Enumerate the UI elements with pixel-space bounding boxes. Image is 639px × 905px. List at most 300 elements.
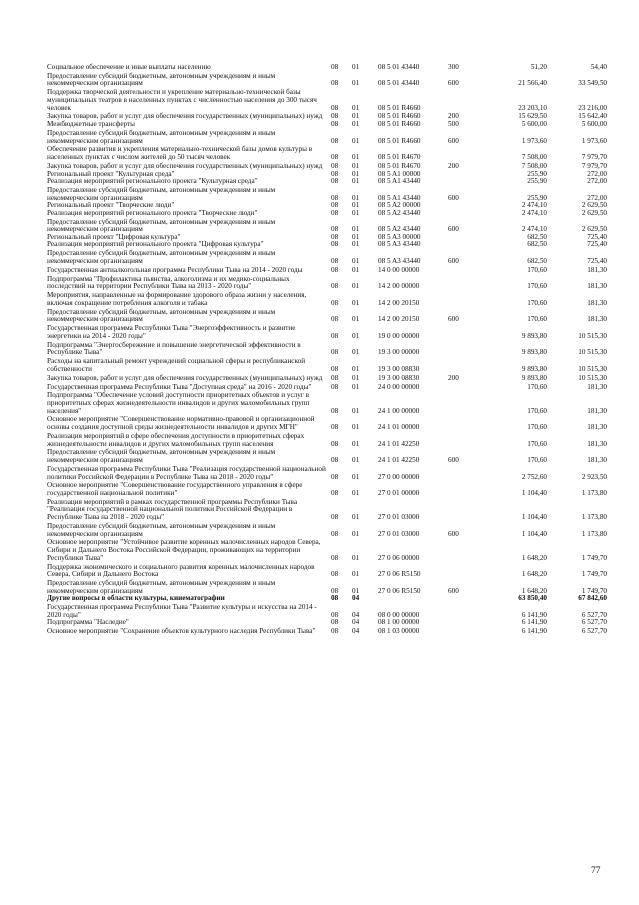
row-subsection: 01: [352, 282, 360, 291]
row-expense-type: [448, 391, 484, 415]
row-section: 08: [331, 489, 339, 497]
row-amount-2020: 181,30: [587, 423, 607, 432]
table-row: [47, 448, 607, 464]
table-row: [47, 382, 607, 391]
row-section: 08: [331, 315, 339, 324]
table-row: [47, 415, 607, 431]
table-row: [47, 357, 607, 373]
row-amount-2020: 725,40: [587, 232, 607, 241]
row-target-article: 08 5 A3 00000: [378, 232, 421, 241]
row-amount-2019: 9 893,80: [521, 364, 547, 373]
row-target-article: 08 5 01 R4670: [378, 161, 421, 170]
row-name: Государственная программа Республики Тыва "Энергоэффективность и развитие энергетики на 2014 - 2020 годы": [47, 324, 296, 340]
row-name: Основное мероприятие "Совершенствование государственного управления в сфере государственной национальной политики": [47, 481, 303, 497]
row-name: Региональный проект "Культурная среда": [47, 169, 175, 178]
row-subsection: 01: [352, 298, 360, 307]
row-expense-type: [448, 357, 484, 373]
row-amount-2019: 1 648,20: [521, 553, 547, 562]
row-amount-2020: 181,30: [587, 439, 607, 448]
row-amount-2020: 725,40: [587, 240, 607, 249]
row-subsection: 01: [352, 79, 360, 88]
row-expense-type: 300: [448, 63, 459, 71]
row-amount-2019: 255,90: [527, 193, 547, 202]
row-expense-type: [448, 291, 484, 307]
row-amount-2020: 67 842,60: [578, 594, 607, 603]
row-section: 08: [331, 618, 339, 627]
row-target-article: 08 5 A1 43440: [378, 177, 421, 186]
row-name: Предоставление субсидий бюджетным, автономным учреждениям и иным некоммерческим организациям: [47, 579, 276, 595]
row-amount-2019: 9 893,80: [521, 373, 547, 382]
table-row: [47, 340, 607, 356]
row-amount-2020: 1 749,70: [581, 586, 607, 595]
row-subsection: 01: [352, 153, 360, 162]
table-row: [47, 178, 607, 186]
row-name: Закупка товаров, работ и услуг для обеспечения государственных (муниципальных) нужд: [47, 112, 323, 121]
table-row: [47, 391, 607, 415]
row-target-article: 27 0 01 03000: [378, 529, 420, 538]
row-name: Основное мероприятие "Сохранение объектов культурного наследия Республики Тыва": [47, 627, 316, 636]
row-section: 08: [331, 177, 339, 186]
row-expense-type: [448, 274, 484, 290]
table-row: [47, 522, 607, 538]
row-name: Реализация мероприятий регионального проекта "Цифровая культура": [47, 240, 264, 249]
row-section: 08: [331, 256, 339, 265]
row-name: Предоставление субсидий бюджетным, автономным учреждениям и иным некоммерческим организациям: [47, 185, 276, 202]
row-amount-2019: 170,60: [527, 382, 547, 391]
row-amount-2020: 1 749,70: [581, 570, 607, 579]
row-name: Закупка товаров, работ и услуг для обеспечения государственных (муниципальных) нужд: [47, 373, 323, 382]
row-expense-type: [448, 382, 484, 391]
row-expense-type: [448, 603, 484, 619]
row-amount-2020: 6 527,70: [581, 627, 607, 636]
row-amount-2019: 170,60: [527, 282, 547, 291]
row-amount-2019: 170,60: [527, 265, 547, 274]
row-amount-2019: 5 600,00: [521, 120, 547, 129]
row-target-article: 19 3 00 08830: [378, 373, 420, 382]
row-target-article: 08 5 01 R4660: [378, 112, 421, 121]
row-section: 08: [331, 136, 339, 145]
row-name: Предоставление субсидий бюджетным, автономным учреждениям и иным некоммерческим организациям: [47, 307, 276, 324]
row-expense-type: 600: [448, 456, 459, 465]
row-amount-2020: 5 600,00: [581, 120, 607, 129]
row-section: 08: [331, 103, 339, 112]
row-target-article: 27 0 06 00000: [378, 553, 420, 562]
row-name: Региональный проект "Цифровая культура": [47, 232, 181, 241]
row-subsection: 04: [352, 610, 360, 619]
row-amount-2019: 255,90: [527, 177, 547, 186]
row-expense-type: [448, 234, 484, 242]
row-expense-type: [448, 241, 484, 249]
row-section: 08: [331, 553, 339, 562]
row-name: Обеспечение развития и укрепления материально-технической базы домов культуры в населенных пунктах с числом жителей до 50 тысяч человек: [47, 145, 313, 162]
row-name: Межбюджетные трансферты: [47, 120, 135, 129]
row-section: 08: [331, 161, 339, 170]
row-target-article: 27 0 01 00000: [378, 489, 420, 497]
row-amount-2019: 15 629,50: [518, 112, 547, 121]
row-target-article: 19 0 00 00000: [378, 331, 420, 340]
row-expense-type: [448, 415, 484, 431]
row-expense-type: [448, 324, 484, 340]
row-section: 08: [331, 240, 339, 249]
row-amount-2019: 1 648,20: [521, 570, 547, 579]
row-amount-2019: 170,60: [527, 298, 547, 307]
row-target-article: 08 1 03 00000: [378, 627, 420, 636]
row-section: 08: [331, 79, 339, 88]
table-row: [47, 72, 607, 88]
row-amount-2019: 682,50: [527, 256, 547, 265]
row-target-article: 27 0 00 00000: [378, 472, 420, 481]
row-subsection: 01: [352, 103, 360, 112]
row-name: Государственная антиалкогольная программа Республики Тыва на 2014 - 2020 годы: [47, 265, 303, 274]
row-name: Предоставление субсидий бюджетным, автономным учреждениям и иным некоммерческим организациям: [47, 128, 276, 145]
row-amount-2019: 63 850,40: [518, 594, 547, 603]
row-expense-type: [448, 498, 484, 522]
row-name: Государственная программа Республики Тыва "Доступная среда" на 2016 - 2020 годы": [47, 382, 312, 391]
row-expense-type: [448, 481, 484, 497]
row-expense-type: [448, 562, 484, 578]
row-section: 08: [331, 201, 339, 210]
table-row: [47, 274, 607, 290]
row-subsection: 04: [352, 618, 360, 627]
row-amount-2020: 7 979,70: [581, 161, 607, 170]
row-amount-2020: 6 527,70: [581, 610, 607, 619]
row-section: 08: [331, 193, 339, 202]
row-amount-2019: 51,20: [530, 63, 547, 71]
row-amount-2020: 1 749,70: [581, 553, 607, 562]
row-name: Подпрограмма "Профилактика пьянства, алкоголизма и их медико-социальных последствий на территории Республики Тыва на 2013 - 2020 годы": [47, 274, 290, 291]
row-amount-2020: 181,30: [587, 456, 607, 465]
row-target-article: 08 5 A2 43440: [378, 225, 421, 234]
row-expense-type: 500: [448, 120, 459, 129]
row-expense-type: 200: [448, 373, 459, 382]
row-section: 08: [331, 610, 339, 619]
row-subsection: 01: [352, 586, 360, 595]
row-expense-type: [448, 88, 484, 112]
row-name: Подпрограмма "Наследие": [47, 618, 129, 627]
row-amount-2020: 2 629,50: [581, 201, 607, 210]
table-row: [47, 307, 607, 323]
row-amount-2019: 2 752,60: [521, 472, 547, 481]
table-row: [47, 603, 607, 619]
row-amount-2020: 15 642,40: [578, 112, 607, 121]
row-subsection: 01: [352, 423, 360, 432]
row-expense-type: [448, 538, 484, 562]
row-section: 08: [331, 331, 339, 340]
row-expense-type: [448, 171, 484, 179]
row-expense-type: [448, 178, 484, 186]
row-amount-2020: 2 923,50: [581, 472, 607, 481]
row-target-article: 27 0 06 R5150: [378, 586, 421, 595]
row-amount-2019: 6 141,90: [521, 610, 547, 619]
row-amount-2019: 6 141,90: [521, 627, 547, 636]
row-target-article: 08 5 A2 00000: [378, 201, 421, 210]
row-target-article: 08 5 01 43440: [378, 79, 420, 88]
table-row: [47, 465, 607, 481]
table-row: [47, 324, 607, 340]
row-name: Предоставление субсидий бюджетным, автономным учреждениям и иным некоммерческим организациям: [47, 448, 276, 465]
row-section: 08: [331, 373, 339, 382]
row-section: 08: [331, 570, 339, 579]
row-section: 08: [331, 382, 339, 391]
row-amount-2019: 255,90: [527, 169, 547, 178]
table-row: [47, 595, 607, 603]
row-target-article: 24 1 01 42250: [378, 439, 420, 448]
row-name: Другие вопросы в области культуры, кинематографии: [47, 594, 225, 603]
table-body: [47, 64, 607, 636]
row-target-article: [378, 595, 448, 603]
row-section: 08: [331, 423, 339, 432]
row-section: 08: [331, 225, 339, 234]
row-amount-2019: 2 474,10: [521, 201, 547, 210]
row-amount-2020: 54,40: [590, 63, 607, 71]
row-section: 08: [331, 586, 339, 595]
row-subsection: 01: [352, 529, 360, 538]
row-name: Государственная программа Республики Тыва "Развитие культуры и искусства на 2014 - 2020 годы": [47, 603, 317, 619]
row-amount-2019: 2 474,10: [521, 208, 547, 217]
row-amount-2019: 1 973,60: [521, 136, 547, 145]
row-amount-2019: 1 104,40: [521, 489, 547, 497]
row-amount-2019: 170,60: [527, 423, 547, 432]
row-section: 08: [331, 282, 339, 291]
row-subsection: 01: [352, 456, 360, 465]
table-row: [47, 64, 607, 72]
row-amount-2019: 170,60: [527, 439, 547, 448]
row-name: Предоставление субсидий бюджетным, автономным учреждениям и иным некоммерческим организациям: [47, 249, 276, 265]
row-amount-2020: 1 173,80: [581, 529, 607, 538]
row-subsection: 01: [352, 193, 360, 202]
row-target-article: 27 0 06 R5150: [378, 570, 421, 579]
row-amount-2019: 21 566,40: [518, 79, 547, 88]
row-amount-2019: 9 893,80: [521, 331, 547, 340]
row-subsection: 01: [352, 364, 360, 373]
row-target-article: 08 5 01 R4660: [378, 103, 421, 112]
row-amount-2020: 1 173,80: [581, 489, 607, 497]
row-name: Подпрограмма "Энергосбережение и повышение энергетической эффективности в Республике Тыва": [47, 340, 301, 357]
row-amount-2019: 1 104,40: [521, 529, 547, 538]
row-name: Региональный проект "Творческие люди": [47, 201, 175, 210]
row-target-article: 08 5 A1 43440: [378, 193, 421, 202]
table-row: [47, 619, 607, 627]
row-amount-2020: 181,30: [587, 282, 607, 291]
row-amount-2020: 23 216,00: [578, 103, 607, 112]
row-section: 08: [331, 594, 339, 603]
row-subsection: 01: [352, 439, 360, 448]
row-name: Реализация мероприятий в рамках государственной программы Республики Тыва "Реализация государственной национальной политики Российской Федерации в Республике Тыва на 2018 - 2020 годы": [47, 497, 298, 522]
row-expense-type: 600: [448, 136, 459, 145]
row-amount-2020: 181,30: [587, 382, 607, 391]
row-name: Основное мероприятие "Совершенствование нормативно-правовой и организационной основы создания доступной среды жизнедеятельности инвалидов и других МГН": [47, 415, 315, 432]
row-expense-type: [448, 266, 484, 275]
row-subsection: 01: [352, 208, 360, 217]
row-subsection: 01: [352, 406, 360, 415]
row-target-article: 14 0 00 00000: [378, 265, 420, 274]
table-row: [47, 432, 607, 448]
row-subsection: 01: [352, 240, 360, 249]
row-subsection: 01: [352, 373, 360, 382]
row-name: Подпрограмма "Обеспечение условий доступности приоритетных объектов и услуг в приоритетных сферах жизнедеятельности инвалидов и других маломобильных групп населения": [47, 391, 310, 415]
row-target-article: 19 3 00 00000: [378, 348, 420, 357]
row-amount-2020: 181,30: [587, 406, 607, 415]
row-amount-2020: 33 549,50: [578, 79, 607, 88]
row-amount-2020: 7 979,70: [581, 153, 607, 162]
row-amount-2020: 10 515,30: [578, 373, 607, 382]
row-subsection: 01: [352, 232, 360, 241]
row-amount-2020: 181,30: [587, 315, 607, 324]
row-target-article: 08 5 01 R4660: [378, 136, 421, 145]
table-row: [47, 145, 607, 161]
row-subsection: 01: [352, 553, 360, 562]
row-name: Закупка товаров, работ и услуг для обеспечения государственных (муниципальных) нужд: [47, 161, 323, 170]
row-section: 08: [331, 169, 339, 178]
table-row: [47, 562, 607, 578]
row-amount-2019: 6 141,90: [521, 618, 547, 627]
row-target-article: 08 5 A2 43440: [378, 208, 421, 217]
row-subsection: 01: [352, 161, 360, 170]
row-name: Предоставление субсидий бюджетным, автономным учреждениям и иным некоммерческим организациям: [47, 217, 276, 234]
row-section: 08: [331, 472, 339, 481]
row-target-article: 27 0 01 03000: [378, 513, 420, 522]
row-subsection: 01: [352, 177, 360, 186]
row-section: 08: [331, 529, 339, 538]
row-subsection: 01: [352, 331, 360, 340]
row-subsection: 01: [352, 136, 360, 145]
row-subsection: 04: [352, 594, 360, 603]
table-row: [47, 210, 607, 218]
table-row: [47, 121, 607, 129]
row-subsection: 01: [352, 315, 360, 324]
row-expense-type: 600: [448, 193, 459, 202]
row-section: 08: [331, 120, 339, 129]
row-expense-type: [448, 432, 484, 448]
row-subsection: 01: [352, 201, 360, 210]
row-section: 08: [331, 627, 339, 636]
table-row: [47, 249, 607, 265]
row-name: Мероприятия, направленные на формирование здорового образа жизни у населения, включая сокращение потребления алкоголя и табака: [47, 291, 307, 307]
row-amount-2020: 272,00: [587, 193, 607, 202]
page-number: 77: [591, 866, 601, 876]
row-amount-2020: 1 173,80: [581, 513, 607, 522]
row-target-article: 08 5 01 R4660: [378, 120, 421, 129]
row-amount-2020: 10 515,30: [578, 348, 607, 357]
row-section: 08: [331, 112, 339, 121]
row-section: 08: [331, 439, 339, 448]
table-row: [47, 498, 607, 522]
row-expense-type: [448, 465, 484, 481]
row-name: Социальное обеспечение и иные выплаты населению: [47, 63, 211, 71]
row-amount-2020: 181,30: [587, 298, 607, 307]
row-subsection: 01: [352, 348, 360, 357]
row-target-article: 24 0 00 00000: [378, 382, 420, 391]
row-amount-2020: 272,00: [587, 169, 607, 178]
row-expense-type: [448, 145, 484, 161]
row-section: 08: [331, 513, 339, 522]
row-subsection: 01: [352, 63, 360, 71]
row-amount-2019: 170,60: [527, 456, 547, 465]
table-row: [47, 241, 607, 249]
row-target-article: 14 2 00 20150: [378, 315, 420, 324]
table-row: [47, 538, 607, 562]
row-amount-2019: 170,60: [527, 315, 547, 324]
row-subsection: 04: [352, 627, 360, 636]
row-subsection: 01: [352, 225, 360, 234]
row-target-article: 19 3 00 08830: [378, 364, 420, 373]
row-section: 08: [331, 406, 339, 415]
row-expense-type: 600: [448, 315, 459, 324]
row-subsection: 01: [352, 489, 360, 497]
row-amount-2019: 9 893,80: [521, 348, 547, 357]
row-name: Поддержка экономического и социального развития коренных малочисленных народов Севера, Сибири и Дальнего Востока: [47, 562, 315, 579]
row-amount-2019: 1 648,20: [521, 586, 547, 595]
row-subsection: 01: [352, 513, 360, 522]
row-subsection: 01: [352, 570, 360, 579]
row-section: 08: [331, 298, 339, 307]
row-expense-type: [448, 210, 484, 218]
row-target-article: 24 1 00 00000: [378, 406, 420, 415]
row-amount-2020: 2 629,50: [581, 208, 607, 217]
table-row: [47, 266, 607, 275]
row-name: Государственная программа Республики Тыва "Реализация государственной национальной политики Российской Федерации в Республике Тыва на 2018 - 2020 годы": [47, 464, 326, 481]
table-row: [47, 579, 607, 595]
row-expense-type: 600: [448, 586, 459, 595]
row-subsection: 01: [352, 256, 360, 265]
row-target-article: 08 0 00 00000: [378, 610, 420, 619]
row-subsection: 01: [352, 120, 360, 129]
row-amount-2020: 2 629,50: [581, 225, 607, 234]
row-target-article: 24 1 01 00000: [378, 423, 420, 432]
row-target-article: 08 1 00 00000: [378, 618, 420, 627]
row-target-article: 08 5 01 43440: [378, 63, 420, 71]
row-amount-2019: 682,50: [527, 232, 547, 241]
row-expense-type: [448, 627, 484, 636]
row-section: 08: [331, 232, 339, 241]
row-amount-2020: 10 515,30: [578, 331, 607, 340]
row-expense-type: 600: [448, 225, 459, 234]
row-expense-type: 600: [448, 529, 459, 538]
row-expense-type: [448, 202, 484, 210]
row-target-article: 24 1 01 42250: [378, 456, 420, 465]
table-row: [47, 481, 607, 497]
row-target-article: 08 5 A3 43440: [378, 256, 421, 265]
row-expense-type: 600: [448, 79, 459, 88]
row-amount-2020: 10 515,30: [578, 364, 607, 373]
row-section: 08: [331, 348, 339, 357]
row-target-article: 08 5 A1 00000: [378, 169, 421, 178]
row-target-article: 08 5 A3 43440: [378, 240, 421, 249]
row-amount-2019: 682,50: [527, 240, 547, 249]
row-section: 08: [331, 63, 339, 71]
budget-table: [47, 64, 607, 636]
row-name: Предоставление субсидий бюджетным, автономным учреждениям и иным некоммерческим организациям: [47, 521, 276, 538]
row-subsection: 01: [352, 265, 360, 274]
row-name: Реализация мероприятий в сфере обеспечения доступности в приоритетных сферах жизнедеятельности инвалидов и других маломобильных групп населения: [47, 431, 305, 448]
row-amount-2020: 1 973,60: [581, 136, 607, 145]
row-name: Реализация мероприятий регионального проекта "Культурная среда": [47, 177, 258, 186]
row-name: Расходы на капитальный ремонт учреждений социальной сферы и республиканской собственности: [47, 357, 306, 373]
row-target-article: 08 5 01 R4670: [378, 153, 421, 162]
row-amount-2019: 7 508,00: [521, 153, 547, 162]
row-amount-2019: 1 104,40: [521, 513, 547, 522]
row-expense-type: 600: [448, 256, 459, 265]
row-target-article: 14 2 00 20150: [378, 298, 420, 307]
row-section: 08: [331, 456, 339, 465]
row-section: 08: [331, 153, 339, 162]
row-amount-2019: 2 474,10: [521, 225, 547, 234]
row-section: 08: [331, 364, 339, 373]
row-expense-type: [448, 595, 484, 603]
row-subsection: 01: [352, 112, 360, 121]
table-row: [47, 129, 607, 145]
row-expense-type: [448, 340, 484, 356]
